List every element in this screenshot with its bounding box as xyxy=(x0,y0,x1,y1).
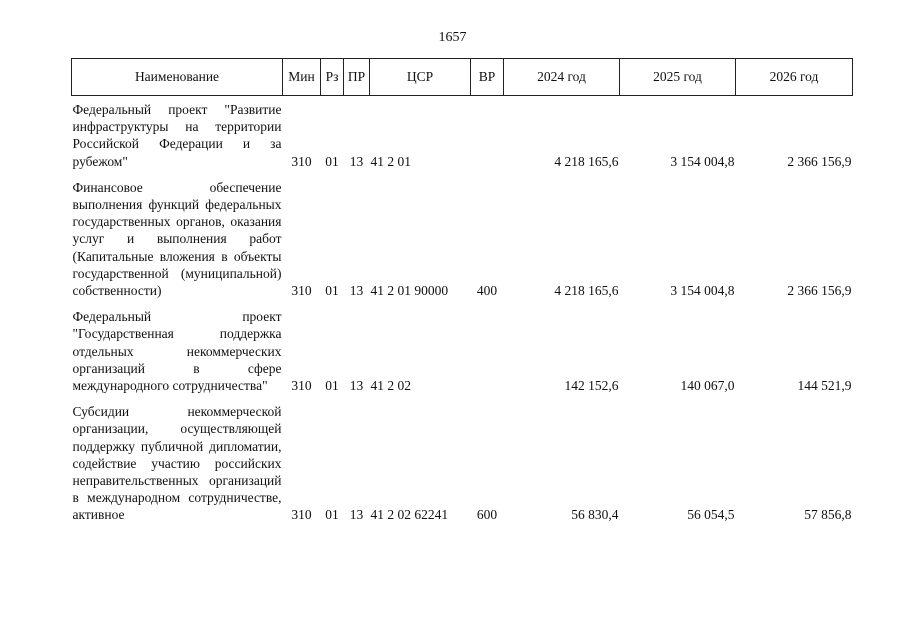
row-name: Федеральный проект "Государственная поддержка отдельных некоммерческих организаций в сфере международного сотрудничества" xyxy=(72,309,282,394)
table-row xyxy=(72,96,853,174)
row-vr: 600 xyxy=(476,507,498,523)
row-csr: 41 2 01 90000 xyxy=(370,283,449,299)
row-min: 310 xyxy=(291,507,312,523)
header-2025: 2025 год xyxy=(620,59,736,96)
row-rz: 01 xyxy=(325,283,339,299)
table-row xyxy=(72,174,853,303)
header-pr: ПР xyxy=(344,59,370,96)
row-2025: 140 067,0 xyxy=(680,378,735,394)
row-vr xyxy=(471,303,504,398)
row-min: 310 xyxy=(291,283,312,299)
row-rz: 01 xyxy=(325,378,339,394)
row-2026: 2 366 156,9 xyxy=(787,283,852,299)
header-2024: 2024 год xyxy=(504,59,620,96)
budget-table xyxy=(71,58,853,528)
header-min: Мин xyxy=(283,59,321,96)
row-name: Федеральный проект "Развитие инфраструктуры на территории Российской Федерации и за рубежом" xyxy=(72,102,282,169)
header-2026: 2026 год xyxy=(736,59,853,96)
row-rz: 01 xyxy=(325,507,339,523)
header-csr: ЦСР xyxy=(370,59,471,96)
table-row xyxy=(72,303,853,398)
row-csr: 41 2 01 xyxy=(370,153,411,169)
header-name: Наименование xyxy=(72,59,283,96)
header-rz: Рз xyxy=(321,59,344,96)
row-min: 310 xyxy=(291,153,312,169)
row-name: Субсидии некоммерческой организации, осуществляющей поддержку публичной дипломатии, содействие участию российских неправительственных организаций в международном сотрудничестве, активное xyxy=(72,404,282,523)
table-row xyxy=(72,398,853,527)
row-vr xyxy=(471,96,504,174)
row-pr: 13 xyxy=(349,283,364,299)
row-min: 310 xyxy=(291,378,312,394)
row-pr: 13 xyxy=(349,507,364,523)
row-pr: 13 xyxy=(349,378,364,394)
row-rz: 01 xyxy=(325,153,339,169)
page-number: 1657 xyxy=(438,30,467,45)
row-2024: 4 218 165,6 xyxy=(554,283,619,299)
row-2025: 3 154 004,8 xyxy=(670,283,735,299)
row-2024: 4 218 165,6 xyxy=(554,153,619,169)
row-csr: 41 2 02 xyxy=(370,378,411,394)
row-2026: 2 366 156,9 xyxy=(787,153,852,169)
row-2024: 142 152,6 xyxy=(564,378,619,394)
row-pr: 13 xyxy=(349,153,364,169)
row-2026: 57 856,8 xyxy=(804,507,852,523)
row-name: Финансовое обеспечение выполнения функций федеральных государственных органов, оказания услуг и выполнения работ (Капитальные вложения в объекты государственной (муниципальной) собственности) xyxy=(72,179,282,299)
row-csr: 41 2 02 62241 xyxy=(370,507,449,523)
row-2025: 3 154 004,8 xyxy=(670,153,735,169)
row-2025: 56 054,5 xyxy=(687,507,735,523)
row-2026: 144 521,9 xyxy=(797,378,852,394)
row-2024: 56 830,4 xyxy=(571,507,619,523)
header-vr: ВР xyxy=(471,59,504,96)
row-vr: 400 xyxy=(476,283,498,299)
table-header-row xyxy=(72,59,853,96)
